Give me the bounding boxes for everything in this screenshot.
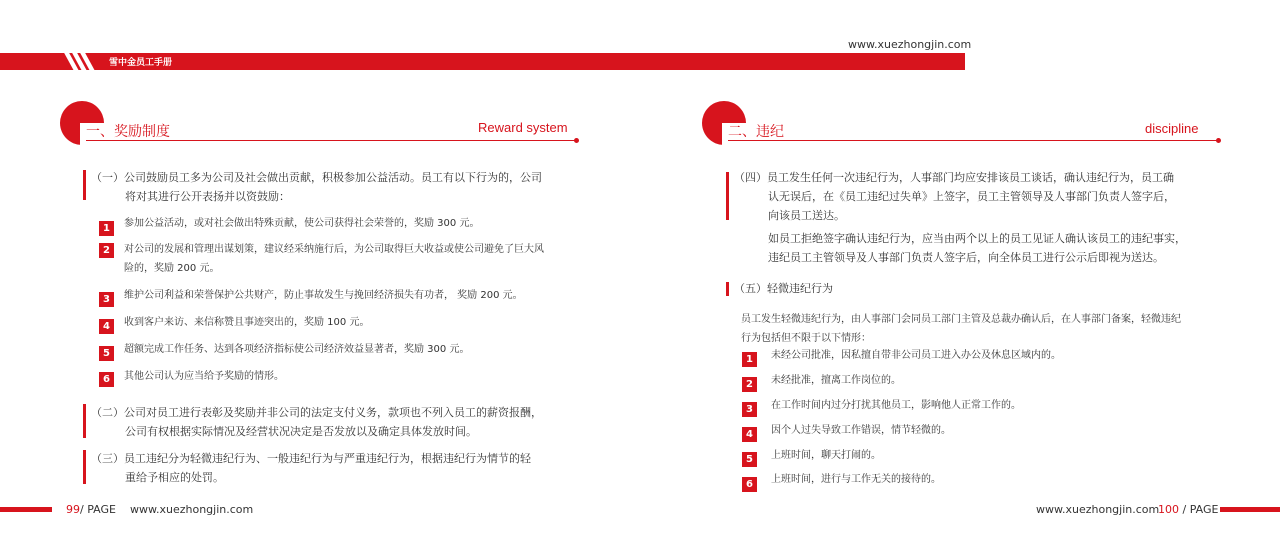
violation-item-4: 因个人过失导致工作错误，情节轻微的。 <box>771 425 951 436</box>
section-english-discipline: discipline <box>1145 121 1199 136</box>
item-number-1: 1 <box>742 352 757 367</box>
item-number-3: 3 <box>99 292 114 307</box>
intro-paragraph: 员工发生轻微违纪行为，由人事部门会同员工部门主管及总裁办确认后，在人事部门备案，轻微违纪 行为包括但不限于以下情形： <box>741 314 1181 344</box>
paragraph-4b: 如员工拒绝签字确认违纪行为，应当由两个以上的员工见证人确认该员工的违纪事实， 违纪员工主管领导及人事部门负责人签字后，向全体员工进行公示后即视为送达。 <box>768 232 1186 264</box>
section-title-reward: 一、奖励制度 <box>86 124 170 140</box>
reward-item-6: 其他公司认为应当给予奖励的情形。 <box>124 371 284 382</box>
violation-item-3: 在工作时间内过分打扰其他员工，影响他人正常工作的。 <box>771 400 1021 411</box>
header-url[interactable]: www.xuezhongjin.com <box>848 38 972 51</box>
page-number-left: 99/ PAGE <box>66 503 116 516</box>
paragraph-marker <box>726 172 729 220</box>
reward-item-5: 超额完成工作任务、达到各项经济指标使公司经济效益显著者，奖励 300 元。 <box>124 344 470 355</box>
header-title: 雪中金员工手册 <box>109 58 173 68</box>
reward-item-1: 参加公益活动，或对社会做出特殊贡献，使公司获得社会荣誉的，奖励 300 元。 <box>124 218 480 229</box>
section-dot <box>574 138 579 143</box>
item-number-3: 3 <box>742 402 757 417</box>
footer-url-right[interactable]: www.xuezhongjin.com <box>1036 503 1160 516</box>
item-number-6: 6 <box>742 477 757 492</box>
footer-bar-left <box>0 507 52 512</box>
violation-item-5: 上班时间，聊天打闹的。 <box>771 450 881 461</box>
item-number-4: 4 <box>742 427 757 442</box>
item-number-5: 5 <box>99 346 114 361</box>
paragraph-5-title: （五）轻微违纪行为 <box>734 282 833 295</box>
footer-bar-right <box>1220 507 1280 512</box>
section-underline <box>86 140 576 141</box>
page-number-right: 100 / PAGE <box>1158 503 1219 516</box>
paragraph-marker <box>83 404 86 438</box>
paragraph-4: （四）员工发生任何一次违纪行为，人事部门均应安排该员工谈话，确认违纪行为，员工确 认无误后，在《员工违纪过失单》上签字，员工主管领导及人事部门负责人签字后， 向该员工送达。 <box>734 171 1175 222</box>
section-dot <box>1216 138 1221 143</box>
section-english-reward: Reward system <box>478 120 568 135</box>
violation-item-2: 未经批准，擅离工作岗位的。 <box>771 375 901 386</box>
item-number-1: 1 <box>99 221 114 236</box>
paragraph-3: （三）员工违纪分为轻微违纪行为、一般违纪行为与严重违纪行为，根据违纪行为情节的轻 重给予相应的处罚。 <box>91 452 531 484</box>
item-number-4: 4 <box>99 319 114 334</box>
section-underline <box>728 140 1218 141</box>
paragraph-marker <box>726 282 729 296</box>
section-title-discipline: 二、违纪 <box>728 124 784 140</box>
reward-item-3: 维护公司利益和荣誉保护公共财产，防止事故发生与挽回经济损失有功者， 奖励 200 元。 <box>124 290 523 301</box>
paragraph-2: （二）公司对员工进行表彰及奖励并非公司的法定支付义务，款项也不列入员工的薪资报酬， 公司有权根据实际情况及经营状况决定是否发放以及确定具体发放时间。 <box>91 406 542 438</box>
item-number-6: 6 <box>99 372 114 387</box>
item-number-2: 2 <box>742 377 757 392</box>
reward-item-4: 收到客户来访、来信称赞且事迹突出的，奖励 100 元。 <box>124 317 370 328</box>
paragraph-1: （一）公司鼓励员工多为公司及社会做出贡献，积极参加公益活动。员工有以下行为的，公司 将对其进行公开表扬并以资鼓励： <box>91 171 542 203</box>
header-stripes-icon <box>58 49 98 71</box>
violation-item-6: 上班时间，进行与工作无关的接待的。 <box>771 474 941 485</box>
footer-url-left[interactable]: www.xuezhongjin.com <box>130 503 254 516</box>
item-number-2: 2 <box>99 243 114 258</box>
item-number-5: 5 <box>742 452 757 467</box>
paragraph-marker <box>83 170 86 200</box>
violation-item-1: 未经公司批准，因私擅自带非公司员工进入办公及休息区域内的。 <box>771 350 1061 361</box>
paragraph-marker <box>83 450 86 484</box>
reward-item-2: 对公司的发展和管理出谋划策，建议经采纳施行后，为公司取得巨大收益或使公司避免了巨大风 险的，奖励 200 元。 <box>124 244 544 274</box>
